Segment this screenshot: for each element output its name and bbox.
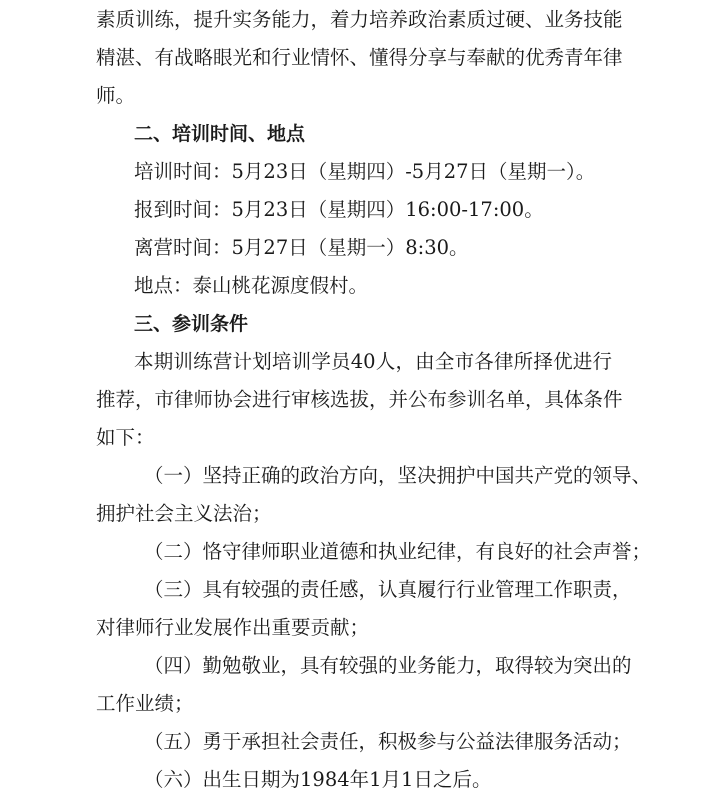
body-line: 推荐，市律师协会进行审核选拔，并公布参训名单，具体条件 (96, 388, 623, 411)
body-line: 素质训练，提升实务能力，着力培养政治素质过硬、业务技能 (96, 8, 623, 31)
training-time: 培训时间：5月23日（星期四）-5月27日（星期一）。 (134, 160, 596, 183)
condition-item-5: （五）勇于承担社会责任，积极参与公益法律服务活动； (144, 730, 632, 753)
condition-item-3: （三）具有较强的责任感，认真履行行业管理工作职责， (144, 578, 632, 601)
section-heading-conditions: 三、参训条件 (134, 313, 249, 335)
condition-item-3-cont: 对律师行业发展作出重要贡献； (96, 616, 370, 639)
report-time: 报到时间：5月23日（星期四）16:00-17:00。 (134, 198, 544, 221)
location: 地点：泰山桃花源度假村。 (134, 274, 369, 297)
body-line: 如下： (96, 426, 155, 449)
condition-item-2: （二）恪守律师职业道德和执业纪律，有良好的社会声誉； (144, 540, 652, 563)
body-line: 精湛、有战略眼光和行业情怀、懂得分享与奉献的优秀青年律 (96, 46, 623, 69)
condition-item-6: （六）出生日期为1984年1月1日之后。 (144, 768, 492, 791)
condition-item-1-cont: 拥护社会主义法治； (96, 502, 272, 525)
section-heading-time-location: 二、培训时间、地点 (134, 123, 306, 145)
body-line: 本期训练营计划培训学员40人，由全市各律所择优进行 (134, 350, 612, 373)
condition-item-1: （一）坚持正确的政治方向，坚决拥护中国共产党的领导、 (144, 464, 652, 487)
body-line: 师。 (96, 84, 136, 107)
condition-item-4: （四）勤勉敬业，具有较强的业务能力，取得较为突出的 (144, 654, 632, 677)
departure-time: 离营时间：5月27日（星期一）8:30。 (134, 236, 469, 259)
condition-item-4-cont: 工作业绩； (96, 692, 194, 715)
